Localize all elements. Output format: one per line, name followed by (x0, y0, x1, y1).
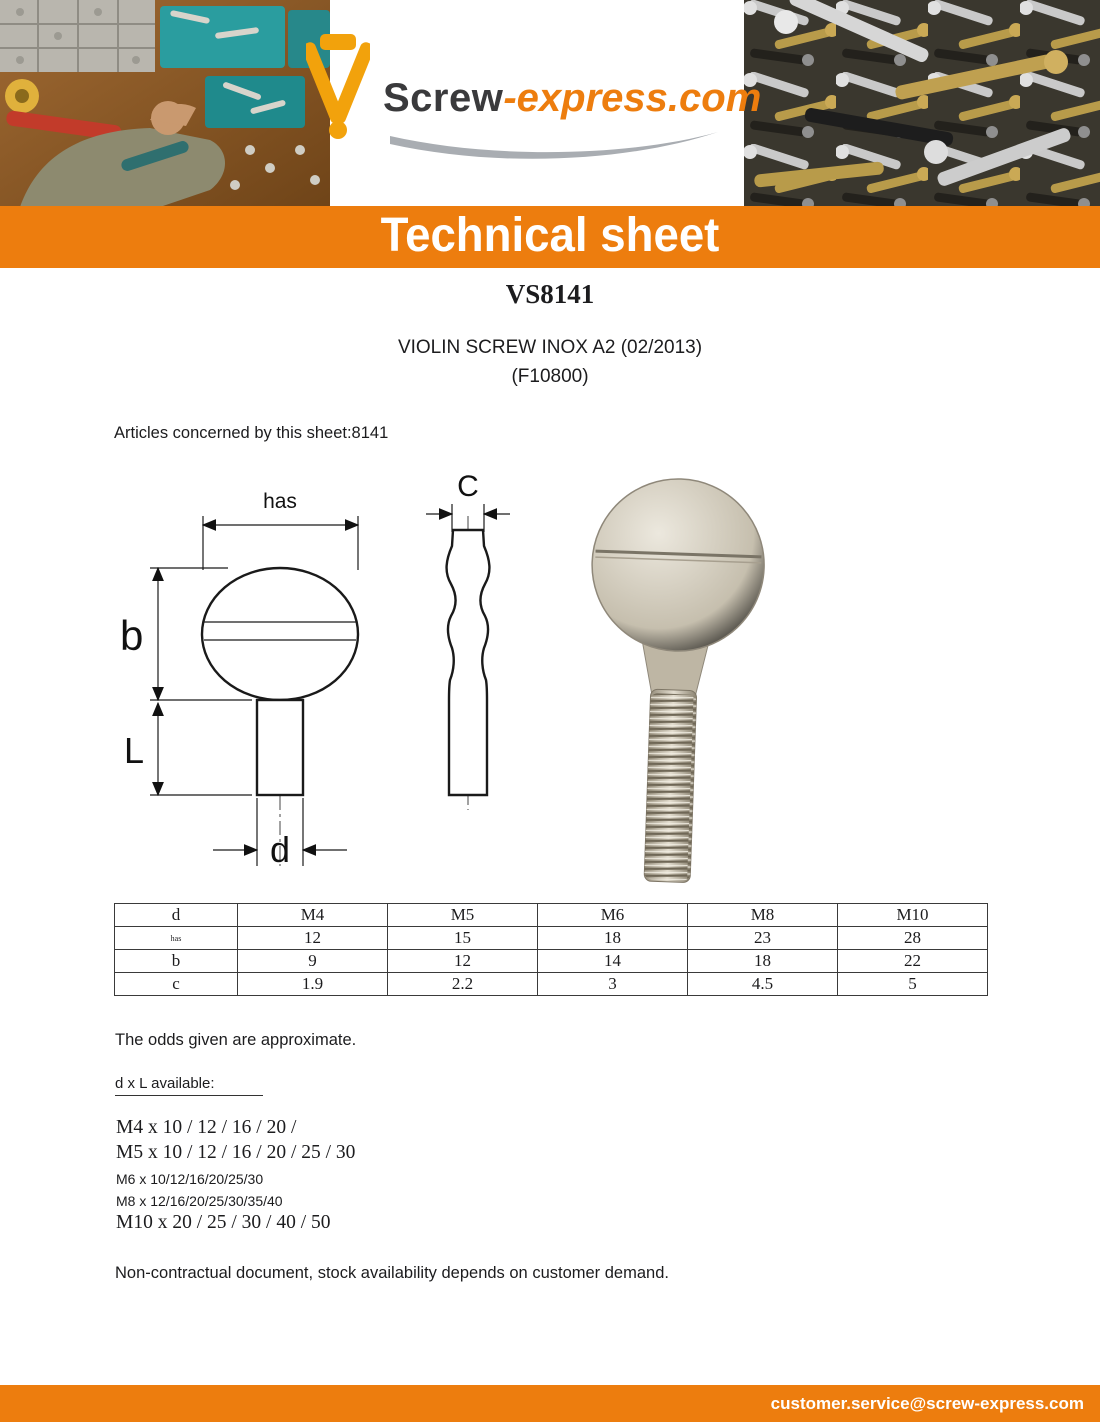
screws-pile-photo-art (744, 0, 1100, 207)
cell: 14 (538, 950, 688, 973)
table-row (115, 927, 988, 950)
row-label: c (115, 973, 238, 996)
cell: 15 (388, 927, 538, 950)
dim-label-d: d (269, 829, 291, 870)
dimensions-table (114, 903, 988, 996)
cell: 22 (838, 950, 988, 973)
dim-label-b: b (120, 612, 144, 659)
workbench-photo-art (0, 0, 330, 207)
screws-pile-photo (744, 0, 1100, 207)
cell: M5 (388, 904, 538, 927)
cell: 5 (838, 973, 988, 996)
cell: 23 (688, 927, 838, 950)
table-row (115, 950, 988, 973)
size-line-m8: M8 x 12/16/20/25/30/35/40 (116, 1193, 283, 1209)
row-label: b (115, 950, 238, 973)
dim-label-has: has (263, 490, 297, 513)
disclaimer: Non-contractual document, stock availability depends on customer demand. (115, 1264, 669, 1282)
cell: M4 (238, 904, 388, 927)
cell: 9 (238, 950, 388, 973)
product-photo (581, 476, 767, 885)
size-line-m4: M4 x 10 / 12 / 16 / 20 / (116, 1117, 297, 1138)
cell: M6 (538, 904, 688, 927)
doc-code: VS8141 (505, 279, 595, 309)
logo (383, 76, 761, 121)
row-label: d (115, 904, 238, 927)
cell: 12 (388, 950, 538, 973)
doc-title: VIOLIN SCREW INOX A2 (02/2013) (397, 337, 703, 358)
tools-icon (306, 34, 370, 147)
cell: 12 (238, 927, 388, 950)
table-row (115, 973, 988, 996)
banner (0, 206, 1100, 268)
cell: 18 (538, 927, 688, 950)
footer-email-link[interactable]: customer.service@screw-express.com (770, 1394, 1084, 1413)
footer-bar (0, 1385, 1100, 1422)
cell: 18 (688, 950, 838, 973)
available-label: d x L available: (115, 1075, 263, 1096)
articles-line: Articles concerned by this sheet:8141 (114, 424, 389, 442)
cell: 3 (538, 973, 688, 996)
logo-part2: -express.com (503, 76, 762, 120)
logo-swoosh (388, 128, 724, 175)
technical-drawing (100, 458, 820, 903)
size-line-m10: M10 x 20 / 25 / 30 / 40 / 50 (116, 1212, 331, 1233)
workbench-photo (0, 0, 330, 207)
cell: 4.5 (688, 973, 838, 996)
cell: M10 (838, 904, 988, 927)
cell: M8 (688, 904, 838, 927)
row-label: has (115, 927, 238, 950)
side-view-drawing (426, 470, 510, 810)
front-view-drawing (120, 490, 358, 870)
cell: 28 (838, 927, 988, 950)
note-approximate: The odds given are approximate. (115, 1031, 357, 1049)
cell: 1.9 (238, 973, 388, 996)
dim-label-c: C (457, 470, 479, 503)
dim-label-L: L (124, 730, 145, 771)
cell: 2.2 (388, 973, 538, 996)
table-row (115, 904, 988, 927)
size-line-m5: M5 x 10 / 12 / 16 / 20 / 25 / 30 (116, 1142, 356, 1163)
logo-part1: Screw (383, 76, 504, 120)
banner-title: Technical sheet (380, 209, 720, 262)
doc-subtitle: (F10800) (511, 366, 589, 387)
size-line-m6: M6 x 10/12/16/20/25/30 (116, 1171, 264, 1187)
